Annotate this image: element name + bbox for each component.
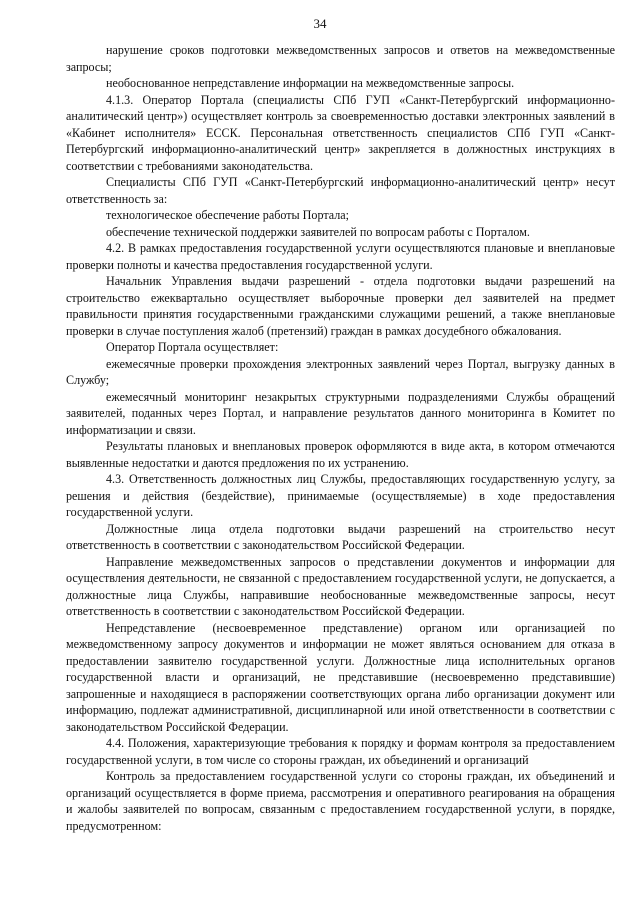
paragraph: ежемесячные проверки прохождения электронных заявлений через Портал, выгрузку данных в Службу; bbox=[66, 356, 615, 387]
paragraph: Начальник Управления выдачи разрешений - отдела подготовки выдачи разрешений на строительство ежеквартально осуществляет выборочные проверки дел заявителей на предмет правильности принятия государственными гражданскими служащими решений, а также внеплановые проверки в случае поступления жалоб (претензий) граждан в рамках досудебного обжалования. bbox=[66, 274, 615, 338]
paragraph: нарушение сроков подготовки межведомственных запросов и ответов на межведомственные запросы; bbox=[66, 43, 615, 74]
paragraph: Оператор Портала осуществляет: bbox=[106, 340, 279, 354]
paragraph: Направление межведомственных запросов о представлении документов и информации для осуществления деятельности, не связанной с предоставлением государственной услуги, не допускается, а должностные лица Службы, направившие необоснованные межведомственные запросы, несут ответственность в соответствии с законодательством Российской Федерации. bbox=[66, 554, 615, 618]
paragraph: ежемесячный мониторинг незакрытых структурными подразделениями Службы обращений заявителей, поданных через Портал, и направление результатов данного мониторинга в Комитет по информатизации и связи. bbox=[66, 389, 615, 437]
paragraph: 4.3. Ответственность должностных лиц Службы, предоставляющих государственную услугу, за решения и действия (бездействие), принимаемые (осуществляемые) в ходе предоставления государственной услуги. bbox=[66, 472, 615, 519]
paragraph: обеспечение технической поддержки заявителей по вопросам работы с Порталом. bbox=[106, 224, 530, 239]
paragraph: Контроль за предоставлением государственной услуги со стороны граждан, их объединений и организаций осуществляется в форме приема, рассмотрения и оперативного реагирования на обращения и жалобы заявителей по вопросам, связанным с предоставлением государственной услуги, в порядке, предусмотренном: bbox=[66, 769, 615, 833]
paragraph: 4.1.3. Оператор Портала (специалисты СПб ГУП «Санкт-Петербургский информационно-аналитический центр») осуществляет контроль за своевременностью доставки электронных заявлений в «Кабинет исполнителя» ЕССК. Персональная ответственность специалистов СПб ГУП «Санкт-Петербургский информационно-аналитический центр» закрепляется в должностных инструкциях в соответствии с требованиями законодательства. bbox=[66, 92, 615, 173]
paragraph: 4.4. Положения, характеризующие требования к порядку и формам контроля за предоставлением государственной услуги, в том числе со стороны граждан, их объединений и организаций bbox=[66, 736, 615, 767]
paragraph: 4.2. В рамках предоставления государственной услуги осуществляются плановые и внеплановые проверки полноты и качества предоставления государственной услуги. bbox=[66, 241, 615, 272]
paragraph: Специалисты СПб ГУП «Санкт-Петербургский информационно-аналитический центр» несут ответственность за: bbox=[66, 175, 615, 206]
paragraph: необоснованное непредставление информации на межведомственные запросы. bbox=[106, 76, 515, 90]
paragraph: Должностные лица отдела подготовки выдачи разрешений на строительство несут ответственность в соответствии с законодательством Российской Федерации. bbox=[66, 521, 615, 552]
page-number: 34 bbox=[313, 16, 327, 31]
paragraph: технологическое обеспечение работы Портала; bbox=[106, 208, 350, 222]
paragraph: Результаты плановых и внеплановых проверок оформляются в виде акта, в котором отмечаются выявленные недостатки и даются предложения по их устранению. bbox=[66, 439, 615, 470]
paragraph: Непредставление (несвоевременное представление) органом или организацией по межведомственному запросу документов и информации не может являться основанием для отказа в предоставлении заявителю государственной услуги. Должностные лица исполнительных органов государственной власти и организаций, не представившие (несвоевременно представившие) запрошенные и находящиеся в распоряжении соответствующих органа либо организации документ или информацию, подлежат административной, дисциплинарной или иной ответственности в соответствии с законодательством Российской Федерации. bbox=[66, 620, 615, 734]
document-body bbox=[66, 42, 615, 834]
